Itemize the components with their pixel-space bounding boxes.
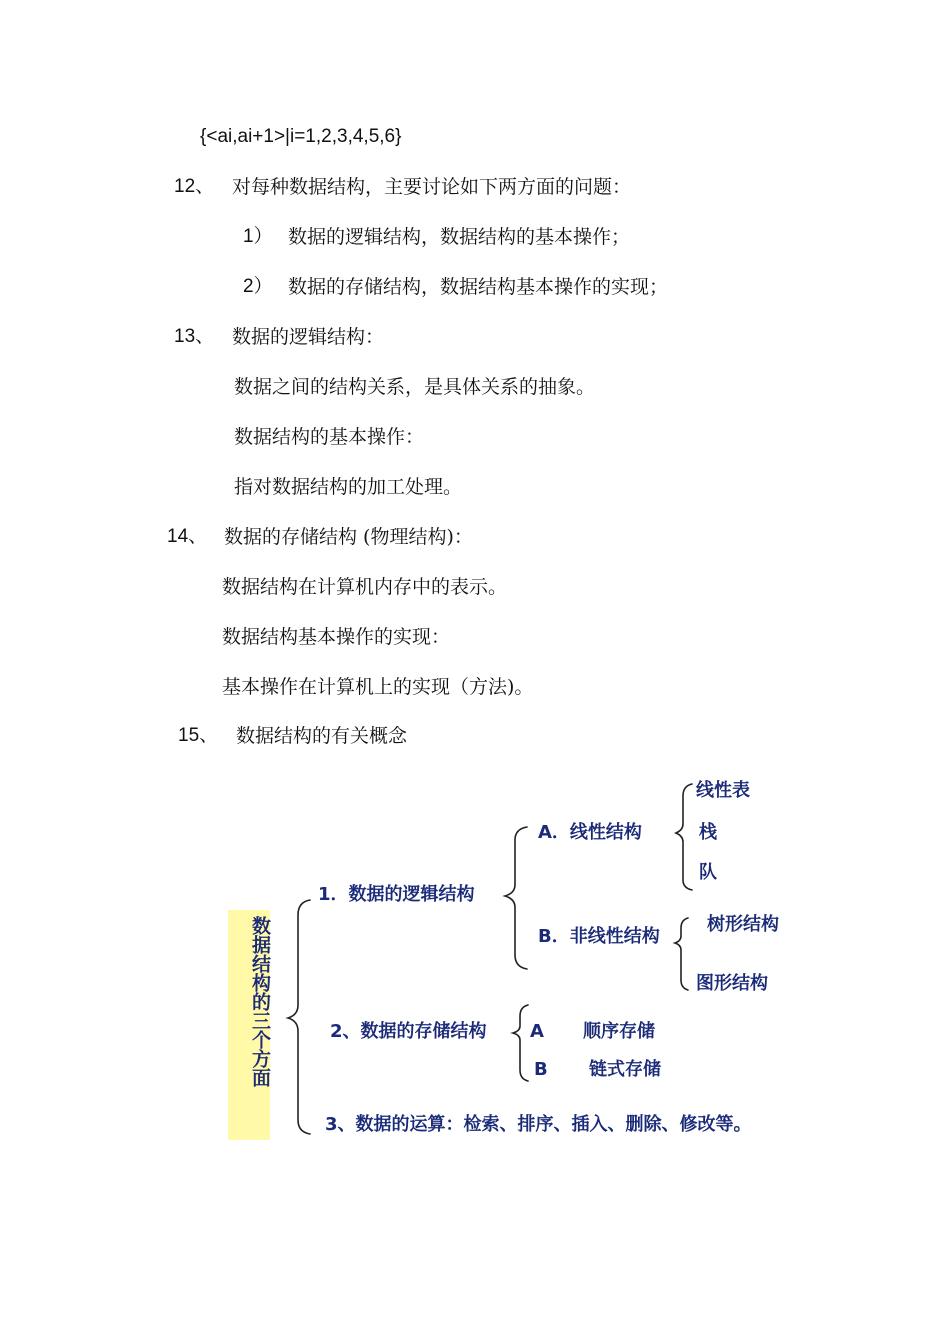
main-brace [288, 900, 310, 1134]
linear-brace [676, 784, 692, 890]
storage-letter-a: A [530, 1021, 544, 1042]
storage-linked: 链式存储 [589, 1059, 661, 1080]
logical-structure-label: 1．数据的逻辑结构 [318, 884, 475, 905]
linear-item-stack: 栈 [699, 822, 717, 843]
item-13-line-b: 数据结构的基本操作： [234, 426, 425, 448]
subitem-1-text: 数据的逻辑结构，数据结构的基本操作； [288, 226, 631, 248]
item-14-text: 数据的存储结构 (物理结构)： [224, 526, 473, 548]
item-13-text: 数据的逻辑结构： [232, 326, 385, 348]
item-number-14: 14、 [167, 526, 208, 547]
item-number-15: 15、 [178, 725, 219, 746]
item-12-text: 对每种数据结构，主要讨论如下两方面的问题： [232, 176, 632, 198]
storage-sequential: 顺序存储 [583, 1021, 655, 1042]
item-14-line-c: 基本操作在计算机上的实现（方法)。 [222, 676, 534, 698]
storage-brace [513, 1005, 528, 1081]
nonlinear-item-tree: 树形结构 [707, 914, 779, 935]
storage-structure-label: 2、数据的存储结构 [330, 1021, 487, 1042]
nonlinear-item-graph: 图形结构 [696, 973, 768, 994]
subitem-number-1: 1） [243, 226, 273, 247]
logical-brace [505, 827, 527, 969]
diagram-root-label: 数据结构的三个方面 [249, 916, 271, 1087]
nonlinear-structure-label: B．非线性结构 [538, 926, 660, 947]
operations-label: 3、数据的运算：检索、排序、插入、删除、修改等。 [325, 1114, 752, 1135]
linear-item-queue: 队 [699, 862, 717, 883]
nonlinear-brace [675, 918, 688, 990]
subitem-2-text: 数据的存储结构，数据结构基本操作的实现； [288, 276, 669, 298]
relation-formula: {<ai,ai+1>|i=1,2,3,4,5,6} [200, 126, 402, 147]
item-13-line-c: 指对数据结构的加工处理。 [234, 476, 463, 498]
item-number-12: 12、 [174, 176, 215, 197]
item-14-line-a: 数据结构在计算机内存中的表示。 [222, 576, 508, 598]
item-14-line-b: 数据结构基本操作的实现： [222, 626, 451, 648]
item-15-text: 数据结构的有关概念 [236, 725, 408, 747]
linear-structure-label: A．线性结构 [538, 822, 642, 843]
storage-letter-b: B [534, 1059, 548, 1080]
item-13-line-a: 数据之间的结构关系，是具体关系的抽象。 [234, 376, 596, 398]
item-number-13: 13、 [174, 326, 215, 347]
linear-item-list: 线性表 [696, 780, 750, 801]
subitem-number-2: 2） [243, 276, 273, 297]
